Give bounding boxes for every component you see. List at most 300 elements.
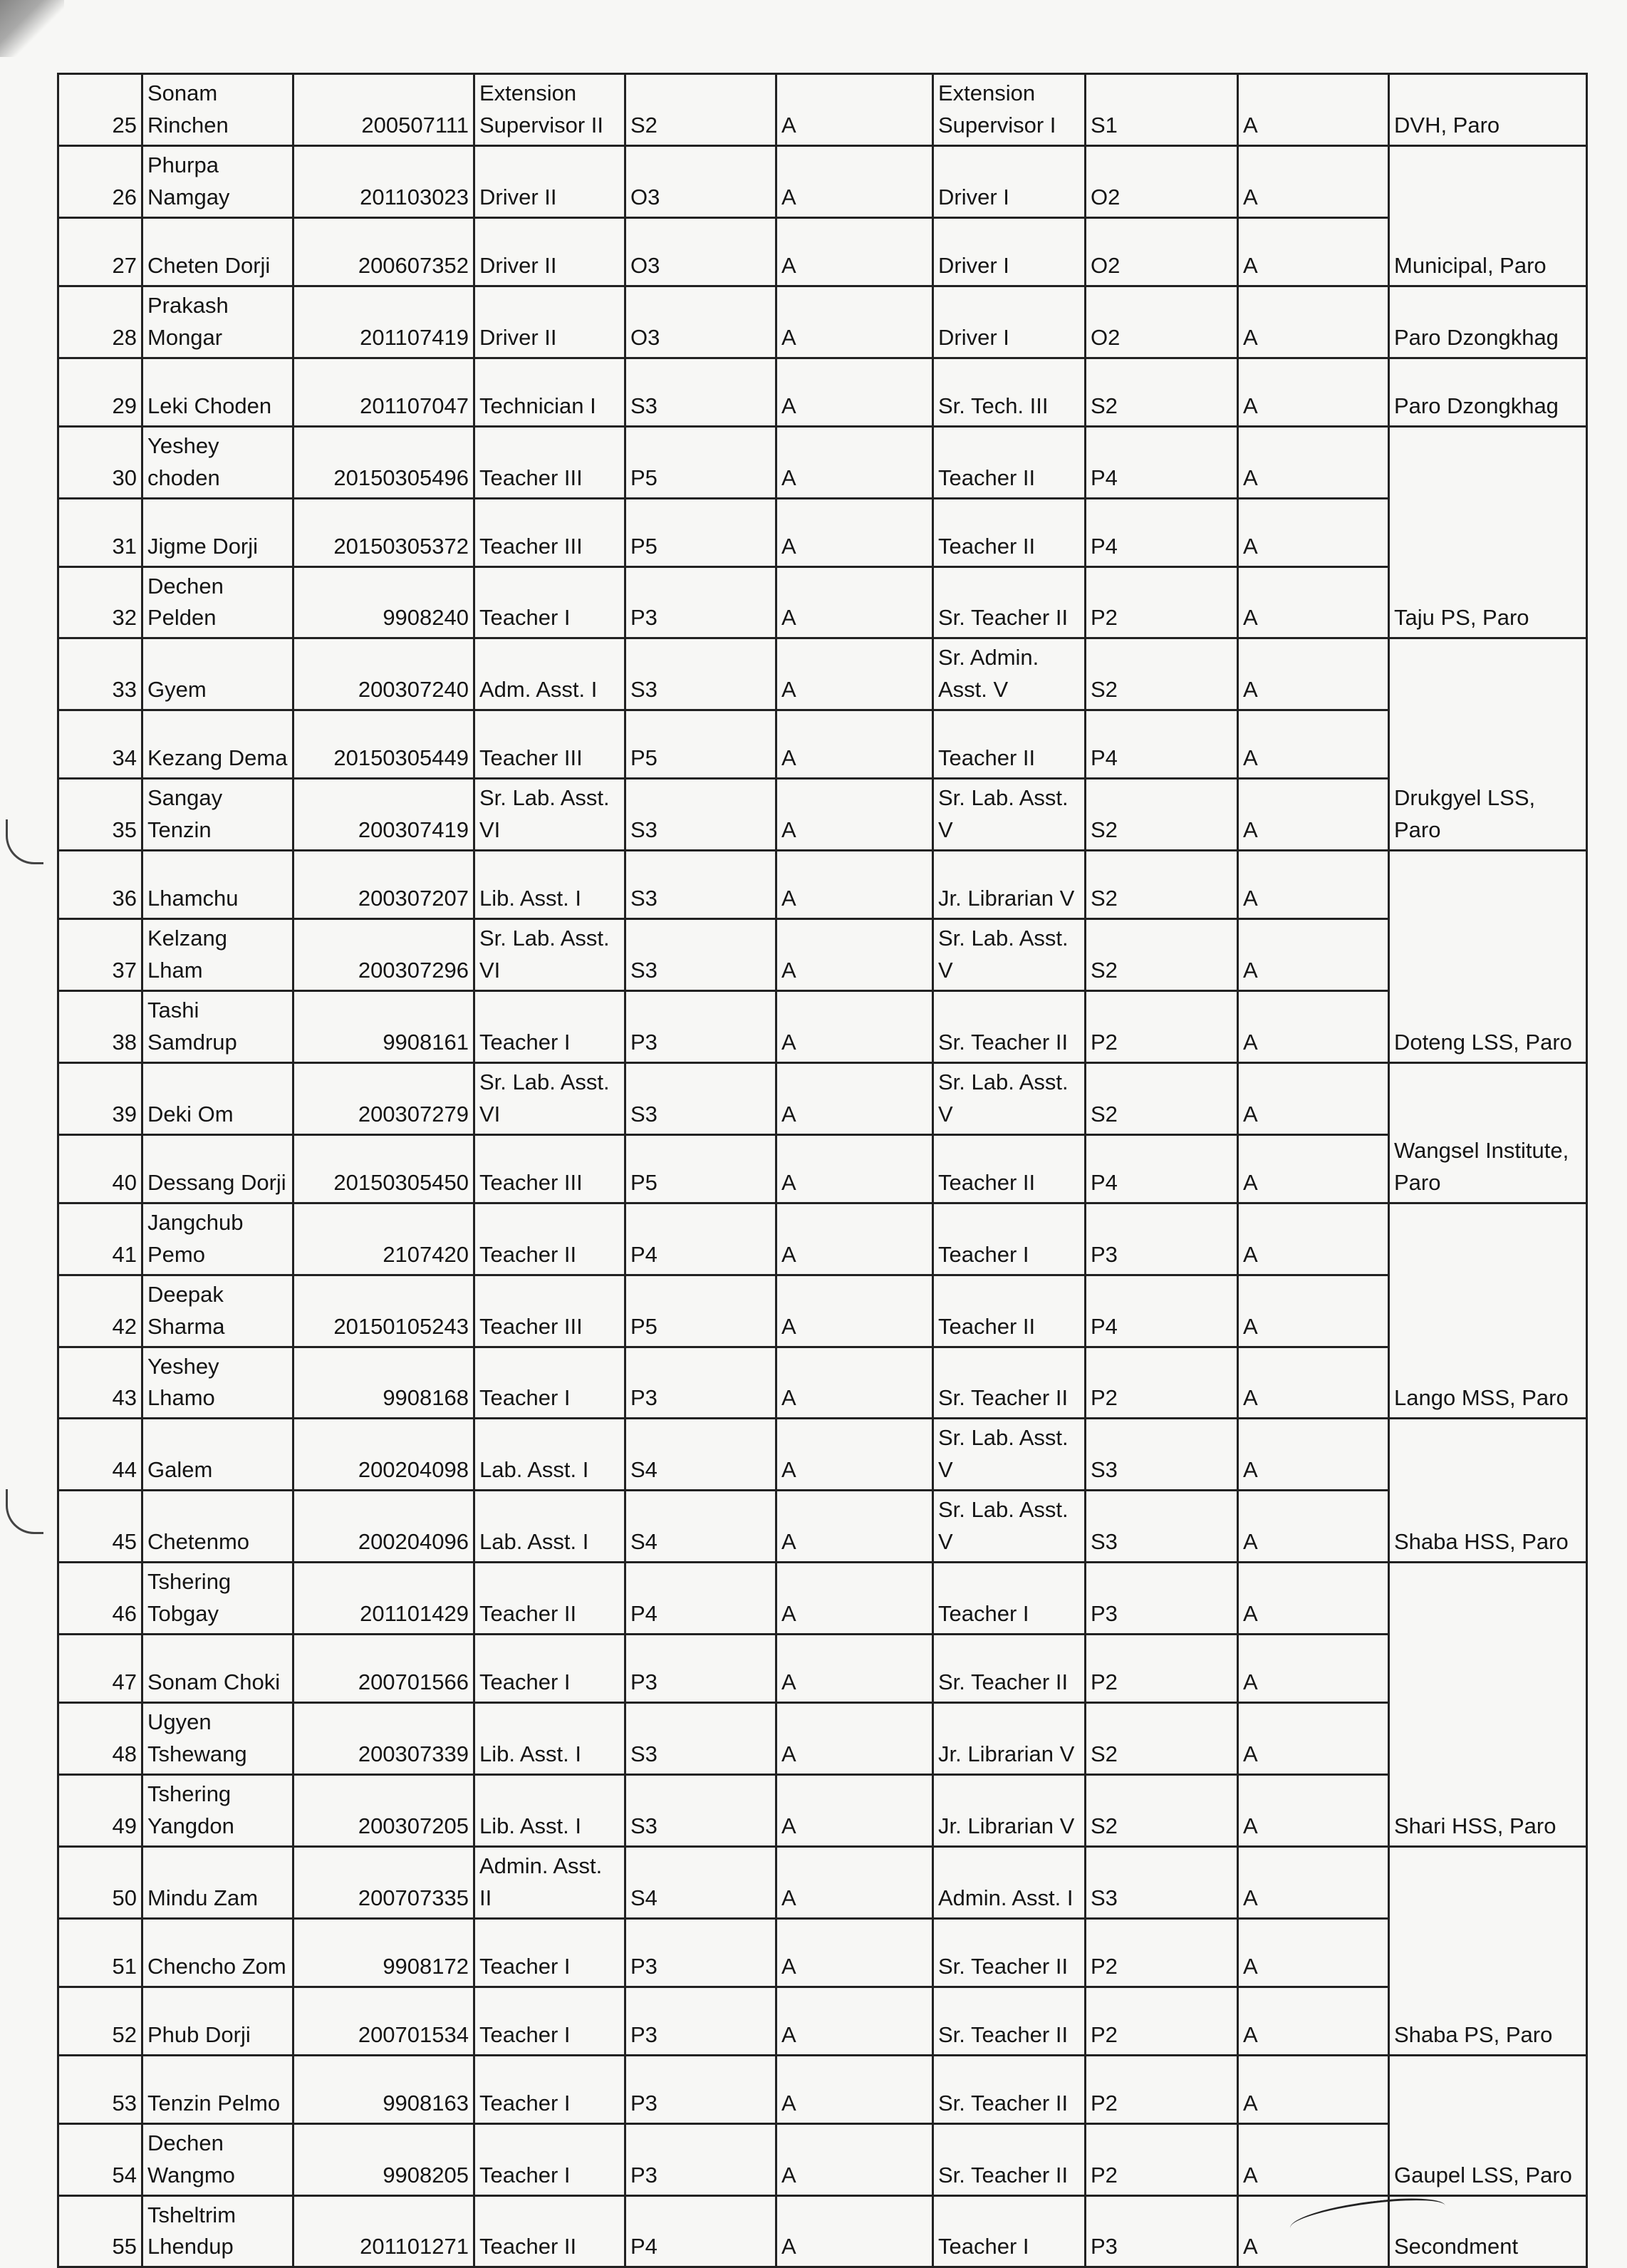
place-of-posting-cell: Municipal, Paro xyxy=(1389,145,1587,286)
promoted-position-cell: Teacher II xyxy=(933,1275,1086,1347)
performance-rating-cell: A xyxy=(776,919,933,991)
promoted-grade-cell: P2 xyxy=(1086,2123,1238,2195)
current-grade-cell: P5 xyxy=(625,426,776,498)
row-number-cell: 51 xyxy=(58,1918,142,1987)
promoted-position-cell: Sr. Lab. Asst. V xyxy=(933,779,1086,851)
row-number-cell: 32 xyxy=(58,566,142,638)
promoted-grade-cell: S1 xyxy=(1086,74,1238,146)
performance-rating-cell: A xyxy=(776,1846,933,1918)
row-number-cell: 36 xyxy=(58,851,142,919)
current-grade-cell: P5 xyxy=(625,1275,776,1347)
employee-id-cell: 20150305450 xyxy=(293,1134,474,1203)
employee-name-cell: Chetenmo xyxy=(142,1491,293,1563)
current-grade-cell: P3 xyxy=(625,991,776,1063)
row-number-cell: 45 xyxy=(58,1491,142,1563)
employee-id-cell: 200204096 xyxy=(293,1491,474,1563)
performance-rating-cell: A xyxy=(776,145,933,217)
table-row xyxy=(58,991,1587,1063)
scan-corner-shadow xyxy=(0,0,64,57)
current-grade-cell: O3 xyxy=(625,217,776,286)
promoted-rating-cell: A xyxy=(1238,1203,1389,1275)
promoted-rating-cell: A xyxy=(1238,2055,1389,2123)
place-of-posting-cell: Gaupel LSS, Paro xyxy=(1389,2055,1587,2195)
current-grade-cell: S4 xyxy=(625,1419,776,1491)
current-grade-cell: P3 xyxy=(625,2055,776,2123)
promoted-grade-cell: P3 xyxy=(1086,2195,1238,2267)
promoted-rating-cell: A xyxy=(1238,919,1389,991)
table-row xyxy=(58,1846,1587,1918)
promoted-rating-cell: A xyxy=(1238,1062,1389,1134)
employee-id-cell: 201103023 xyxy=(293,145,474,217)
promoted-grade-cell: S3 xyxy=(1086,1846,1238,1918)
employee-name-cell: Sangay Tenzin xyxy=(142,779,293,851)
employee-name-cell: Phub Dorji xyxy=(142,1987,293,2055)
employee-id-cell: 9908172 xyxy=(293,1918,474,1987)
current-position-cell: Teacher I xyxy=(474,1987,625,2055)
row-number-cell: 55 xyxy=(58,2195,142,2267)
promoted-rating-cell: A xyxy=(1238,1347,1389,1419)
table-row xyxy=(58,1987,1587,2055)
current-position-cell: Teacher II xyxy=(474,1563,625,1635)
employee-id-cell: 2107420 xyxy=(293,1203,474,1275)
employee-name-cell: Ugyen Tshewang xyxy=(142,1703,293,1775)
promoted-position-cell: Teacher II xyxy=(933,426,1086,498)
promoted-rating-cell: A xyxy=(1238,498,1389,566)
promoted-grade-cell: O2 xyxy=(1086,145,1238,217)
promoted-position-cell: Sr. Lab. Asst. V xyxy=(933,1419,1086,1491)
current-grade-cell: S3 xyxy=(625,851,776,919)
performance-rating-cell: A xyxy=(776,1987,933,2055)
promoted-grade-cell: P2 xyxy=(1086,1918,1238,1987)
employee-id-cell: 200307419 xyxy=(293,779,474,851)
current-grade-cell: P4 xyxy=(625,1563,776,1635)
current-position-cell: Teacher II xyxy=(474,2195,625,2267)
row-number-cell: 34 xyxy=(58,710,142,779)
current-position-cell: Driver II xyxy=(474,217,625,286)
table-row xyxy=(58,2123,1587,2195)
employee-id-cell: 200707335 xyxy=(293,1846,474,1918)
place-of-posting-cell: Doteng LSS, Paro xyxy=(1389,851,1587,1063)
employee-id-cell: 201107419 xyxy=(293,286,474,358)
employee-name-cell: Dessang Dorji xyxy=(142,1134,293,1203)
employee-name-cell: Chencho Zom xyxy=(142,1918,293,1987)
current-grade-cell: S3 xyxy=(625,638,776,710)
promoted-position-cell: Driver I xyxy=(933,286,1086,358)
employee-id-cell: 20150105243 xyxy=(293,1275,474,1347)
current-grade-cell: S4 xyxy=(625,1491,776,1563)
row-number-cell: 33 xyxy=(58,638,142,710)
performance-rating-cell: A xyxy=(776,1134,933,1203)
row-number-cell: 30 xyxy=(58,426,142,498)
promoted-position-cell: Sr. Teacher II xyxy=(933,1347,1086,1419)
place-of-posting-cell: Shari HSS, Paro xyxy=(1389,1563,1587,1847)
table-row xyxy=(58,1134,1587,1203)
performance-rating-cell: A xyxy=(776,2123,933,2195)
employee-name-cell: Jangchub Pemo xyxy=(142,1203,293,1275)
table-row xyxy=(58,1203,1587,1275)
employee-id-cell: 201101429 xyxy=(293,1563,474,1635)
employee-id-cell: 200307207 xyxy=(293,851,474,919)
promoted-position-cell: Sr. Teacher II xyxy=(933,1987,1086,2055)
promoted-position-cell: Sr. Teacher II xyxy=(933,1918,1086,1987)
performance-rating-cell: A xyxy=(776,710,933,779)
table-row xyxy=(58,851,1587,919)
promoted-rating-cell: A xyxy=(1238,991,1389,1063)
promoted-position-cell: Teacher II xyxy=(933,1134,1086,1203)
employee-name-cell: Kezang Dema xyxy=(142,710,293,779)
row-number-cell: 27 xyxy=(58,217,142,286)
promoted-position-cell: Driver I xyxy=(933,217,1086,286)
employee-id-cell: 200307240 xyxy=(293,638,474,710)
employee-name-cell: Yeshey Lhamo xyxy=(142,1347,293,1419)
place-of-posting-cell: Secondment xyxy=(1389,2195,1587,2267)
promoted-grade-cell: P3 xyxy=(1086,1563,1238,1635)
performance-rating-cell: A xyxy=(776,1703,933,1775)
promoted-grade-cell: S2 xyxy=(1086,358,1238,426)
promoted-grade-cell: P4 xyxy=(1086,710,1238,779)
table-row xyxy=(58,217,1587,286)
promoted-rating-cell: A xyxy=(1238,1134,1389,1203)
promoted-grade-cell: S3 xyxy=(1086,1419,1238,1491)
current-position-cell: Teacher I xyxy=(474,2123,625,2195)
row-number-cell: 28 xyxy=(58,286,142,358)
employee-id-cell: 9908168 xyxy=(293,1347,474,1419)
promoted-position-cell: Sr. Teacher II xyxy=(933,566,1086,638)
employee-name-cell: Sonam Rinchen xyxy=(142,74,293,146)
employee-name-cell: Deepak Sharma xyxy=(142,1275,293,1347)
promoted-position-cell: Driver I xyxy=(933,145,1086,217)
current-position-cell: Sr. Lab. Asst. VI xyxy=(474,1062,625,1134)
promoted-position-cell: Sr. Teacher II xyxy=(933,2123,1086,2195)
promoted-grade-cell: S2 xyxy=(1086,919,1238,991)
current-grade-cell: P3 xyxy=(625,1987,776,2055)
place-of-posting-cell: Shaba PS, Paro xyxy=(1389,1846,1587,2055)
performance-rating-cell: A xyxy=(776,1918,933,1987)
performance-rating-cell: A xyxy=(776,991,933,1063)
promoted-grade-cell: P2 xyxy=(1086,1635,1238,1703)
promoted-rating-cell: A xyxy=(1238,1635,1389,1703)
promoted-rating-cell: A xyxy=(1238,1846,1389,1918)
row-number-cell: 52 xyxy=(58,1987,142,2055)
employee-id-cell: 9908163 xyxy=(293,2055,474,2123)
row-number-cell: 35 xyxy=(58,779,142,851)
performance-rating-cell: A xyxy=(776,1774,933,1846)
promoted-position-cell: Sr. Lab. Asst. V xyxy=(933,1062,1086,1134)
employee-name-cell: Tshering Yangdon xyxy=(142,1774,293,1846)
employee-name-cell: Sonam Choki xyxy=(142,1635,293,1703)
current-position-cell: Sr. Lab. Asst. VI xyxy=(474,779,625,851)
promoted-rating-cell: A xyxy=(1238,217,1389,286)
table-row xyxy=(58,74,1587,146)
row-number-cell: 26 xyxy=(58,145,142,217)
row-number-cell: 41 xyxy=(58,1203,142,1275)
employee-id-cell: 9908205 xyxy=(293,2123,474,2195)
place-of-posting-cell: DVH, Paro xyxy=(1389,74,1587,146)
current-position-cell: Adm. Asst. I xyxy=(474,638,625,710)
promoted-rating-cell: A xyxy=(1238,1918,1389,1987)
employee-id-cell: 200507111 xyxy=(293,74,474,146)
promoted-rating-cell: A xyxy=(1238,566,1389,638)
current-grade-cell: S4 xyxy=(625,1846,776,1918)
current-position-cell: Lab. Asst. I xyxy=(474,1491,625,1563)
promoted-rating-cell: A xyxy=(1238,145,1389,217)
employee-name-cell: Tashi Samdrup xyxy=(142,991,293,1063)
row-number-cell: 46 xyxy=(58,1563,142,1635)
employee-name-cell: Tshering Tobgay xyxy=(142,1563,293,1635)
table-row xyxy=(58,779,1587,851)
employee-name-cell: Mindu Zam xyxy=(142,1846,293,1918)
current-position-cell: Teacher III xyxy=(474,1275,625,1347)
place-of-posting-cell: Paro Dzongkhag xyxy=(1389,358,1587,426)
employee-name-cell: Galem xyxy=(142,1419,293,1491)
promoted-rating-cell: A xyxy=(1238,851,1389,919)
employee-id-cell: 200607352 xyxy=(293,217,474,286)
employee-id-cell: 20150305449 xyxy=(293,710,474,779)
table-row xyxy=(58,286,1587,358)
performance-rating-cell: A xyxy=(776,1347,933,1419)
promoted-rating-cell: A xyxy=(1238,1491,1389,1563)
employee-id-cell: 200204098 xyxy=(293,1419,474,1491)
performance-rating-cell: A xyxy=(776,851,933,919)
table-row xyxy=(58,1347,1587,1419)
promoted-position-cell: Extension Supervisor I xyxy=(933,74,1086,146)
performance-rating-cell: A xyxy=(776,358,933,426)
promoted-position-cell: Sr. Tech. III xyxy=(933,358,1086,426)
promoted-rating-cell: A xyxy=(1238,1703,1389,1775)
promoted-grade-cell: P4 xyxy=(1086,1275,1238,1347)
employee-name-cell: Jigme Dorji xyxy=(142,498,293,566)
promoted-position-cell: Teacher II xyxy=(933,710,1086,779)
promoted-position-cell: Sr. Admin. Asst. V xyxy=(933,638,1086,710)
place-of-posting-cell: Lango MSS, Paro xyxy=(1389,1203,1587,1419)
promoted-grade-cell: P2 xyxy=(1086,991,1238,1063)
promoted-position-cell: Sr. Lab. Asst. V xyxy=(933,1491,1086,1563)
performance-rating-cell: A xyxy=(776,1563,933,1635)
current-position-cell: Driver II xyxy=(474,145,625,217)
promoted-position-cell: Jr. Librarian V xyxy=(933,851,1086,919)
current-grade-cell: P4 xyxy=(625,1203,776,1275)
promoted-grade-cell: S2 xyxy=(1086,779,1238,851)
employee-id-cell: 20150305372 xyxy=(293,498,474,566)
table-row xyxy=(58,1635,1587,1703)
promoted-grade-cell: S2 xyxy=(1086,851,1238,919)
employee-id-cell: 200307296 xyxy=(293,919,474,991)
employee-name-cell: Prakash Mongar xyxy=(142,286,293,358)
employee-id-cell: 201101271 xyxy=(293,2195,474,2267)
current-grade-cell: S3 xyxy=(625,358,776,426)
row-number-cell: 40 xyxy=(58,1134,142,1203)
employee-id-cell: 200307205 xyxy=(293,1774,474,1846)
current-grade-cell: O3 xyxy=(625,145,776,217)
table-row xyxy=(58,566,1587,638)
current-grade-cell: P3 xyxy=(625,1347,776,1419)
promoted-grade-cell: S2 xyxy=(1086,1774,1238,1846)
promoted-rating-cell: A xyxy=(1238,710,1389,779)
performance-rating-cell: A xyxy=(776,779,933,851)
employee-name-cell: Cheten Dorji xyxy=(142,217,293,286)
performance-rating-cell: A xyxy=(776,1491,933,1563)
promoted-rating-cell: A xyxy=(1238,1419,1389,1491)
current-position-cell: Teacher I xyxy=(474,1347,625,1419)
row-number-cell: 54 xyxy=(58,2123,142,2195)
employee-name-cell: Gyem xyxy=(142,638,293,710)
place-of-posting-cell: Paro Dzongkhag xyxy=(1389,286,1587,358)
employee-name-cell: Phurpa Namgay xyxy=(142,145,293,217)
promoted-rating-cell: A xyxy=(1238,426,1389,498)
row-number-cell: 25 xyxy=(58,74,142,146)
promoted-position-cell: Admin. Asst. I xyxy=(933,1846,1086,1918)
employee-id-cell: 201107047 xyxy=(293,358,474,426)
current-position-cell: Teacher I xyxy=(474,1635,625,1703)
margin-pen-mark xyxy=(6,1489,43,1534)
place-of-posting-cell: Wangsel Institute, Paro xyxy=(1389,1062,1587,1203)
row-number-cell: 48 xyxy=(58,1703,142,1775)
table-row xyxy=(58,1563,1587,1635)
current-grade-cell: P5 xyxy=(625,710,776,779)
table-row xyxy=(58,1062,1587,1134)
table-body xyxy=(58,74,1587,2267)
employee-name-cell: Dechen Pelden xyxy=(142,566,293,638)
employee-id-cell: 9908161 xyxy=(293,991,474,1063)
current-grade-cell: S3 xyxy=(625,1703,776,1775)
row-number-cell: 53 xyxy=(58,2055,142,2123)
current-position-cell: Lib. Asst. I xyxy=(474,1774,625,1846)
row-number-cell: 49 xyxy=(58,1774,142,1846)
current-grade-cell: P5 xyxy=(625,1134,776,1203)
current-grade-cell: P5 xyxy=(625,498,776,566)
promoted-position-cell: Teacher II xyxy=(933,498,1086,566)
promoted-grade-cell: P3 xyxy=(1086,1203,1238,1275)
place-of-posting-cell: Shaba HSS, Paro xyxy=(1389,1419,1587,1563)
table-row xyxy=(58,2055,1587,2123)
employee-name-cell: Dechen Wangmo xyxy=(142,2123,293,2195)
promoted-position-cell: Sr. Teacher II xyxy=(933,1635,1086,1703)
row-number-cell: 39 xyxy=(58,1062,142,1134)
employee-name-cell: Yeshey choden xyxy=(142,426,293,498)
employee-id-cell: 200701534 xyxy=(293,1987,474,2055)
performance-rating-cell: A xyxy=(776,1275,933,1347)
row-number-cell: 44 xyxy=(58,1419,142,1491)
table-row xyxy=(58,1275,1587,1347)
row-number-cell: 38 xyxy=(58,991,142,1063)
current-grade-cell: O3 xyxy=(625,286,776,358)
current-position-cell: Teacher III xyxy=(474,426,625,498)
promoted-rating-cell: A xyxy=(1238,638,1389,710)
employee-name-cell: Deki Om xyxy=(142,1062,293,1134)
row-number-cell: 43 xyxy=(58,1347,142,1419)
promoted-position-cell: Teacher I xyxy=(933,1203,1086,1275)
row-number-cell: 50 xyxy=(58,1846,142,1918)
promoted-position-cell: Jr. Librarian V xyxy=(933,1774,1086,1846)
table-row xyxy=(58,1918,1587,1987)
promoted-rating-cell: A xyxy=(1238,286,1389,358)
promoted-rating-cell: A xyxy=(1238,779,1389,851)
margin-pen-mark xyxy=(6,819,43,864)
employee-id-cell: 200307339 xyxy=(293,1703,474,1775)
promoted-rating-cell: A xyxy=(1238,1275,1389,1347)
current-position-cell: Admin. Asst. II xyxy=(474,1846,625,1918)
promoted-grade-cell: P4 xyxy=(1086,426,1238,498)
current-position-cell: Teacher II xyxy=(474,1203,625,1275)
performance-rating-cell: A xyxy=(776,566,933,638)
current-grade-cell: P4 xyxy=(625,2195,776,2267)
current-position-cell: Driver II xyxy=(474,286,625,358)
employee-id-cell: 20150305496 xyxy=(293,426,474,498)
table-row xyxy=(58,1774,1587,1846)
promoted-grade-cell: O2 xyxy=(1086,286,1238,358)
performance-rating-cell: A xyxy=(776,426,933,498)
current-grade-cell: S3 xyxy=(625,779,776,851)
current-position-cell: Teacher I xyxy=(474,2055,625,2123)
employee-name-cell: Leki Choden xyxy=(142,358,293,426)
employee-id-cell: 200701566 xyxy=(293,1635,474,1703)
promoted-grade-cell: S2 xyxy=(1086,1703,1238,1775)
current-grade-cell: S3 xyxy=(625,1774,776,1846)
promoted-grade-cell: S3 xyxy=(1086,1491,1238,1563)
employee-name-cell: Kelzang Lham xyxy=(142,919,293,991)
performance-rating-cell: A xyxy=(776,1419,933,1491)
current-position-cell: Teacher III xyxy=(474,1134,625,1203)
promoted-rating-cell: A xyxy=(1238,2123,1389,2195)
promoted-rating-cell: A xyxy=(1238,358,1389,426)
performance-rating-cell: A xyxy=(776,217,933,286)
row-number-cell: 29 xyxy=(58,358,142,426)
promoted-grade-cell: S2 xyxy=(1086,1062,1238,1134)
row-number-cell: 37 xyxy=(58,919,142,991)
table-row xyxy=(58,1491,1587,1563)
table-row xyxy=(58,710,1587,779)
current-grade-cell: S2 xyxy=(625,74,776,146)
current-position-cell: Lib. Asst. I xyxy=(474,1703,625,1775)
current-position-cell: Technician I xyxy=(474,358,625,426)
promoted-grade-cell: P2 xyxy=(1086,1347,1238,1419)
row-number-cell: 31 xyxy=(58,498,142,566)
promoted-position-cell: Sr. Teacher II xyxy=(933,2055,1086,2123)
performance-rating-cell: A xyxy=(776,1635,933,1703)
promoted-grade-cell: S2 xyxy=(1086,638,1238,710)
table-row xyxy=(58,145,1587,217)
current-position-cell: Teacher III xyxy=(474,710,625,779)
promotion-list-table xyxy=(57,73,1588,2268)
promoted-rating-cell: A xyxy=(1238,1563,1389,1635)
current-grade-cell: P3 xyxy=(625,1918,776,1987)
place-of-posting-cell: Taju PS, Paro xyxy=(1389,426,1587,638)
performance-rating-cell: A xyxy=(776,2055,933,2123)
employee-name-cell: Tsheltrim Lhendup xyxy=(142,2195,293,2267)
promoted-grade-cell: P4 xyxy=(1086,1134,1238,1203)
promoted-position-cell: Jr. Librarian V xyxy=(933,1703,1086,1775)
current-grade-cell: P3 xyxy=(625,2123,776,2195)
current-position-cell: Extension Supervisor II xyxy=(474,74,625,146)
promoted-position-cell: Teacher I xyxy=(933,2195,1086,2267)
employee-id-cell: 200307279 xyxy=(293,1062,474,1134)
current-position-cell: Sr. Lab. Asst. VI xyxy=(474,919,625,991)
promoted-grade-cell: P4 xyxy=(1086,498,1238,566)
row-number-cell: 47 xyxy=(58,1635,142,1703)
current-grade-cell: P3 xyxy=(625,1635,776,1703)
employee-id-cell: 9908240 xyxy=(293,566,474,638)
employee-name-cell: Lhamchu xyxy=(142,851,293,919)
row-number-cell: 42 xyxy=(58,1275,142,1347)
performance-rating-cell: A xyxy=(776,1062,933,1134)
current-position-cell: Teacher I xyxy=(474,991,625,1063)
performance-rating-cell: A xyxy=(776,1203,933,1275)
promoted-grade-cell: O2 xyxy=(1086,217,1238,286)
promoted-grade-cell: P2 xyxy=(1086,1987,1238,2055)
performance-rating-cell: A xyxy=(776,286,933,358)
table-row xyxy=(58,1419,1587,1491)
promoted-position-cell: Sr. Teacher II xyxy=(933,991,1086,1063)
